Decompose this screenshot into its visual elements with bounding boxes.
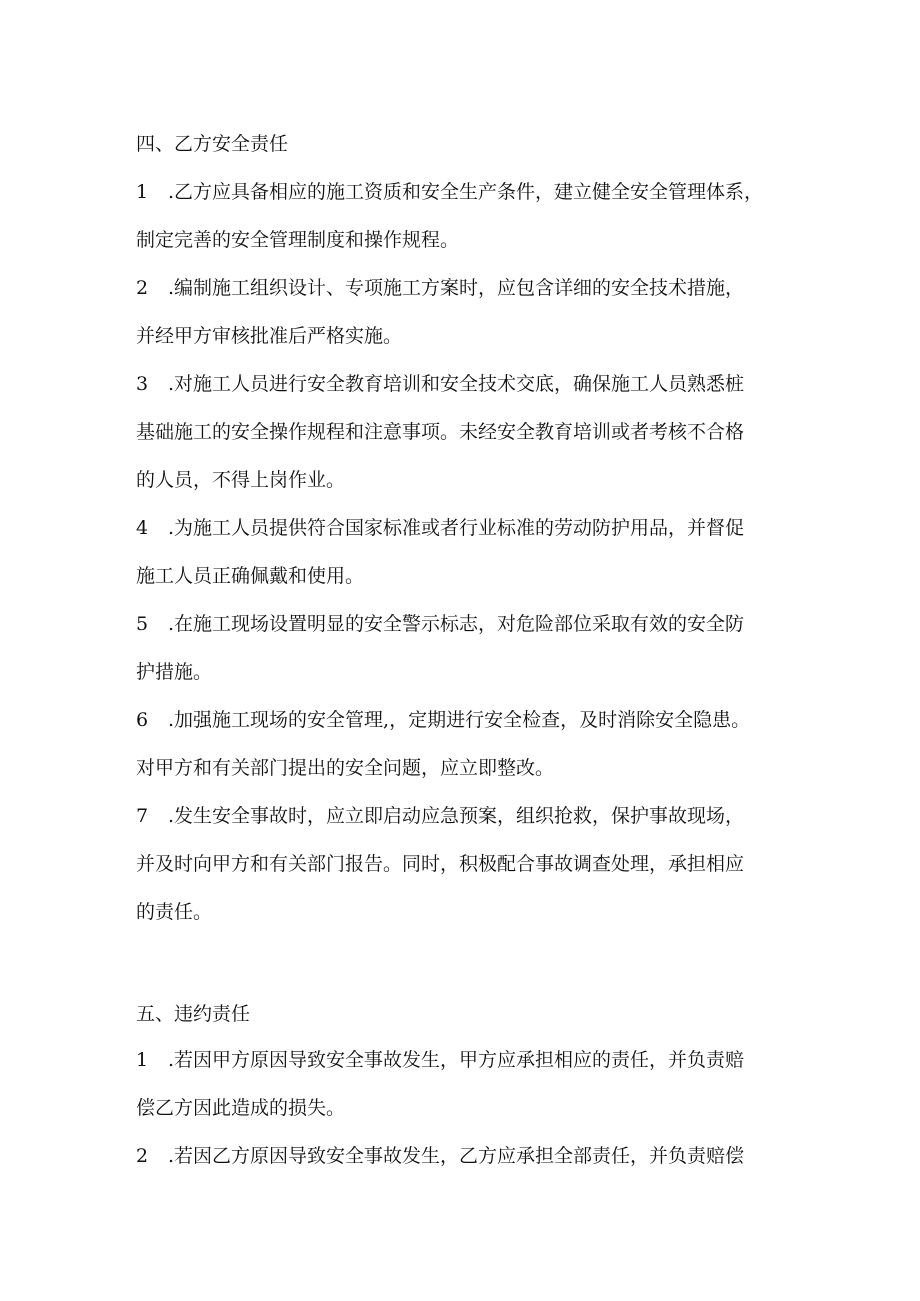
item-text: .乙方应具备相应的施工资质和安全生产条件，建立健全安全管理体系， — [168, 181, 764, 203]
item-text: .若因乙方原因导致安全事故发生，乙方应承担全部责任，并负责赔偿 — [168, 1145, 745, 1167]
item-line: 施工人员正确佩戴和使用。 — [136, 565, 365, 587]
item-number: 4 — [136, 517, 149, 539]
item-line: 制定完善的安全管理制度和操作规程。 — [136, 229, 460, 251]
item-line — [136, 180, 786, 228]
item-line: 的人员，不得上岗作业。 — [136, 469, 346, 491]
item-text: .加强施工现场的安全管理,，定期进行安全检查，及时消除安全隐患。 — [168, 709, 751, 731]
item-number: 6 — [136, 709, 149, 731]
item-line — [136, 1048, 786, 1096]
item-number: 5 — [136, 613, 149, 635]
section-5-item-1 — [136, 1048, 786, 1144]
item-text: .发生安全事故时，应立即启动应急预案，组织抢救，保护事故现场， — [168, 805, 745, 827]
section-4-item-3 — [136, 372, 786, 516]
item-text: .为施工人员提供符合国家标准或者行业标准的劳动防护用品，并督促 — [168, 517, 745, 539]
item-number: 2 — [136, 277, 149, 299]
item-text: .在施工现场设置明显的安全警示标志，对危险部位采取有效的安全防 — [168, 613, 745, 635]
item-line: 护措施。 — [136, 661, 213, 683]
section-heading-5: 五、违约责任 — [136, 1003, 251, 1025]
item-line — [136, 804, 786, 852]
section-5-item-2 — [136, 1144, 786, 1192]
item-text: .对施工人员进行安全教育培训和安全技术交底，确保施工人员熟悉桩 — [168, 373, 745, 395]
item-line: 的责任。 — [136, 901, 213, 923]
item-number: 1 — [136, 1049, 149, 1071]
section-4-item-4 — [136, 516, 786, 612]
section-4-item-5 — [136, 612, 786, 708]
item-text: .编制施工组织设计、专项施工方案时，应包含详细的安全技术措施， — [168, 277, 745, 299]
section-4-item-1 — [136, 180, 786, 276]
section-4-item-6 — [136, 708, 786, 804]
item-line: 并经甲方审核批准后严格实施。 — [136, 325, 403, 347]
item-line — [136, 276, 786, 324]
item-line — [136, 516, 786, 564]
item-number: 3 — [136, 373, 149, 395]
section-heading-4: 四、乙方安全责任 — [136, 133, 289, 155]
item-line — [136, 708, 786, 756]
item-number: 7 — [136, 805, 149, 827]
section-4-item-7 — [136, 804, 786, 948]
item-line — [136, 612, 786, 660]
item-number: 2 — [136, 1145, 149, 1167]
item-line: 基础施工的安全操作规程和注意事项。未经安全教育培训或者考核不合格 — [136, 421, 745, 443]
item-number: 1 — [136, 181, 149, 203]
item-line: 并及时向甲方和有关部门报告。同时，积极配合事故调查处理，承担相应 — [136, 853, 745, 875]
item-text: .若因甲方原因导致安全事故发生，甲方应承担相应的责任，并负责赔 — [168, 1049, 745, 1071]
item-line: 对甲方和有关部门提出的安全问题，应立即整改。 — [136, 757, 555, 779]
item-line — [136, 1144, 786, 1192]
section-4-item-2 — [136, 276, 786, 372]
item-line — [136, 372, 786, 420]
item-line: 偿乙方因此造成的损失。 — [136, 1097, 346, 1119]
